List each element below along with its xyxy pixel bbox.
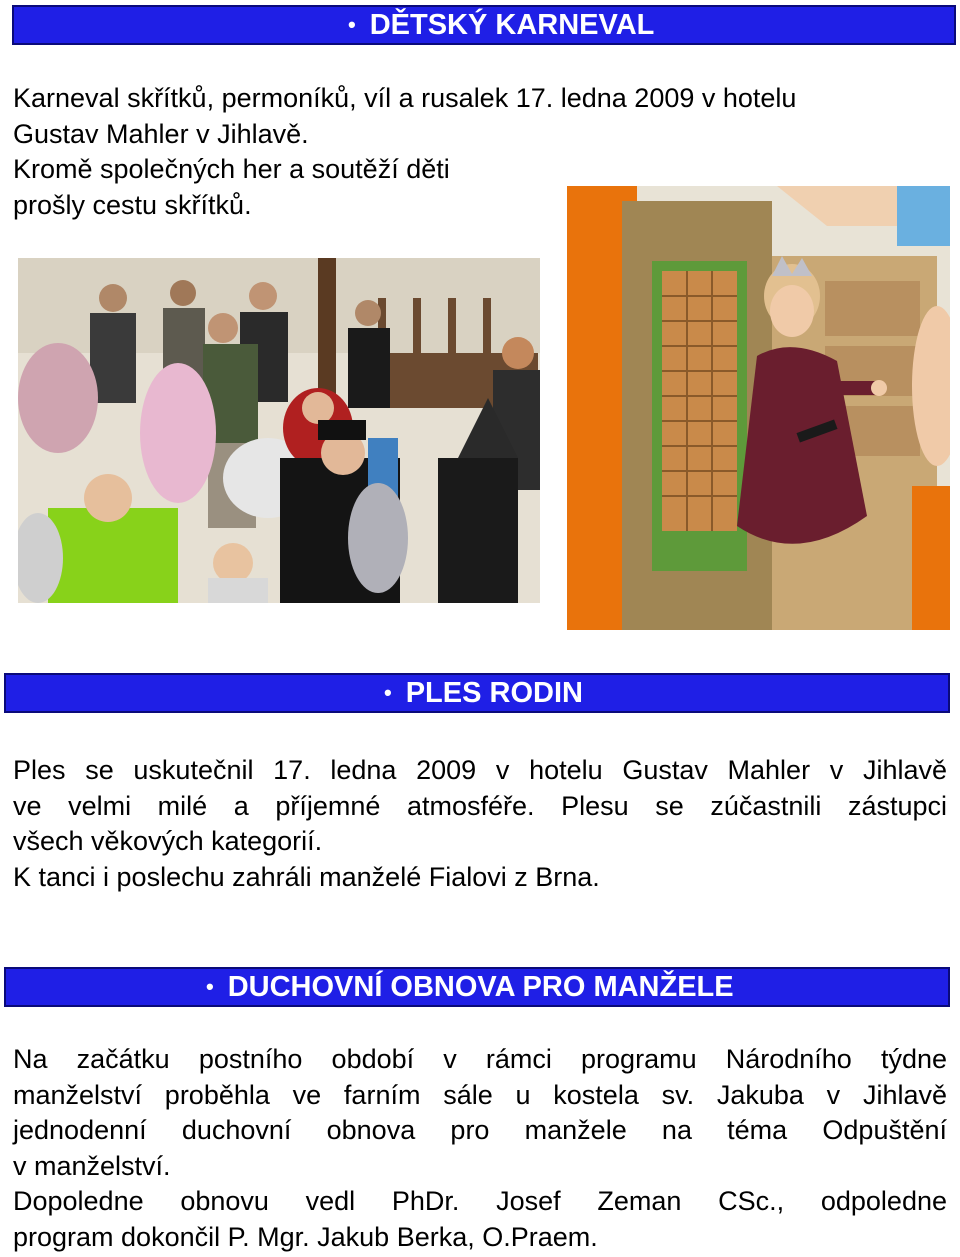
text-line: všech věkových kategorií. — [13, 826, 323, 856]
heading-text: DUCHOVNÍ OBNOVA PRO MANŽELE — [227, 970, 734, 1003]
text-line: Ples se uskutečnil 17. ledna 2009 v hotelu Gustav Mahler v Jihlavě — [13, 755, 947, 785]
text-line: ve velmi milé a příjemné atmosféře. Plesu se zúčastnili zástupci — [13, 790, 947, 821]
section-heading-karneval — [12, 5, 956, 45]
duchovni-obnova-paragraph — [13, 1042, 947, 1255]
photo-carnival-crowd-image — [18, 258, 540, 603]
text-line: Karneval skřítků, permoníků, víl a rusalek 17. ledna 2009 v hotelu — [13, 83, 797, 113]
bullet-icon: • — [384, 680, 392, 705]
section-heading-ples — [4, 673, 950, 713]
text-line: prošly cestu skřítků. — [13, 189, 252, 220]
section-heading-duchovni-obnova — [4, 967, 950, 1007]
text-line: program dokončil P. Mgr. Jakub Berka, O.Praem. — [13, 1221, 598, 1252]
ples-paragraph — [13, 753, 947, 895]
photo-carnival-crowd — [18, 258, 540, 603]
text-line: v manželství. — [13, 1150, 171, 1181]
bullet-icon: • — [206, 974, 214, 999]
text-line: Dopoledne obnovu vedl PhDr. Josef Zeman CSc., odpoledne — [13, 1186, 947, 1216]
text-line: manželství proběhla ve farním sále u kostela sv. Jakuba v Jihlavě — [13, 1079, 947, 1110]
photo-girl-in-box-image — [567, 186, 950, 630]
bullet-icon: • — [348, 12, 356, 37]
text-line: Kromě společných her a soutěží děti — [13, 154, 450, 184]
text-line: Na začátku postního období v rámci programu Národního týdne — [13, 1044, 947, 1074]
heading-text: PLES RODIN — [405, 676, 583, 709]
text-line: K tanci i poslechu zahráli manželé Fialovi z Brna. — [13, 861, 600, 892]
text-line: jednodenní duchovní obnova pro manžele na téma Odpuštění — [13, 1115, 947, 1145]
photo-girl-in-box — [567, 186, 950, 630]
heading-text: DĚTSKÝ KARNEVAL — [369, 8, 655, 41]
text-line: Gustav Mahler v Jihlavě. — [13, 118, 309, 149]
